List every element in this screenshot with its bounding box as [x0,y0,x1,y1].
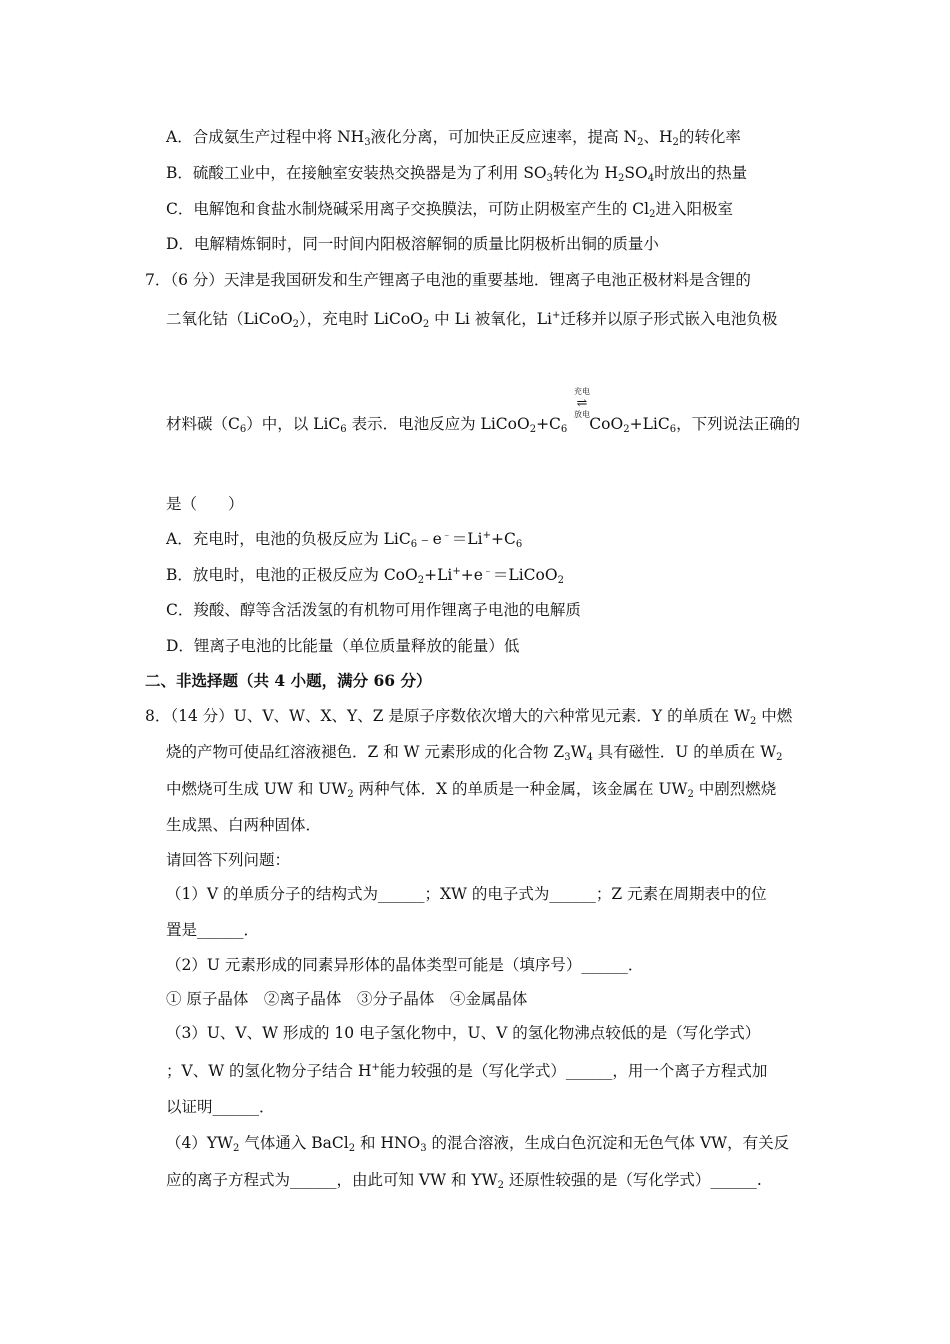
q7-stem-line4: 是（ ） [166,495,244,513]
q8-stem-line3: 中燃烧可生成 UW 和 $UW_2$ 两种气体．X 的单质是一种金属，该金属在 $UW_2$ 中剧烈燃烧 [166,780,777,800]
q8-part3-line3: 以证明______． [166,1098,275,1116]
q8-prompt: 请回答下列问题： [166,851,291,869]
q6-option-a: A．合成氨生产过程中将 $NH_3$液化分离，可加快正反应速率，提高 $N_2$、$H_2$的转化率 [166,128,741,148]
q6-option-b: B．硫酸工业中，在接触室安装热交换器是为了利用 $SO_3$转化为 $H_2SO_4$时放出的热量 [166,164,748,184]
q8-part2-line1: （2）U 元素形成的同素异形体的晶体类型可能是（填序号）______． [166,956,644,974]
q8-stem-line2: 烧的产物可使品红溶液褪色．Z 和 W 元素形成的化合物 $Z_3W_4$ 具有磁性．U 的单质在 $W_2$ [166,743,783,763]
q8-part1-line2: 置是______． [166,921,260,939]
q7-option-b: B．放电时，电池的正极反应为 CoO$_2$+Li++e﹣＝LiCoO$_2$ [166,566,564,586]
section-heading: 二、非选择题（共 4 小题，满分 66 分） [145,671,432,690]
q8-stem-line1: 8．（14 分）U、V、W、X、Y、Z 是原子序数依次增大的六种常见元素．Y 的单质在 $W_2$ 中燃 [145,707,793,727]
q8-part3-line2: ；V、W 的氢化物分子结合 H+能力较强的是（写化学式）______，用一个离子方程式加 [166,1062,768,1080]
q8-part4-line2: 应的离子方程式为______，由此可知 VW 和 $YW_2$ 还原性较强的是（写化学式）______. [166,1171,762,1191]
q8-part2-choices: ① 原子晶体 ②离子晶体 ③分子晶体 ④金属晶体 [166,990,528,1008]
q7-stem-line2: 二氧化钴（LiCoO$_2$），充电时 LiCoO$_2$ 中 Li 被氧化，Li+迁移并以原子形式嵌入电池负极 [166,310,778,330]
q8-part4-line1: $(4)YW_2$ 气体通入 BaCl$_2$ 和 $HNO_3$ 的混合溶液，生成白色沉淀和无色气体 VW，有关反 [166,1134,790,1154]
q7-option-a: A．充电时，电池的负极反应为 $LiC_6﹣e^﹣=Li^++C_6$ [166,530,523,550]
q7-stem-line1: 7．（6 分）天津是我国研发和生产锂离子电池的重要基地．锂离子电池正极材料是含锂的 [145,271,751,289]
q6-option-d: D．电解精炼铜时，同一时间内阳极溶解铜的质量比阴极析出铜的质量小 [166,235,659,253]
q6-option-c: C．电解饱和食盐水制烧碱采用离子交换膜法，可防止阴极室产生的 $Cl_2$进入阳极室 [166,200,733,220]
q7-option-d: D．锂离子电池的比能量（单位质量释放的能量）低 [166,637,520,655]
arrow-charge-label: 充电 [574,387,590,396]
equilibrium-arrow-icon: ⇌ [576,396,588,411]
arrow-discharge-label: 放电 [574,410,590,419]
q7-option-c: C．羧酸、醇等含活泼氢的有机物可用作锂离子电池的电解质 [166,601,581,619]
q8-stem-line4: 生成黑、白两种固体． [166,816,322,834]
q7-stem-line3: 材料碳$(C_6)$中，以 LiC$_6$ 表示．电池反应为 $LiCoO_2+C_6$ CoO$_2$+LiC$_6$，下列说法正确的 [166,415,801,435]
q8-part3-line1: （3）U、V、W 形成的 10 电子氢化物中，U、V 的氢化物沸点较低的是（写化学式） [166,1024,761,1042]
q8-part1-line1: （1）V 的单质分子的结构式为______；XW 的电子式为______；Z 元素在周期表中的位 [166,885,767,903]
